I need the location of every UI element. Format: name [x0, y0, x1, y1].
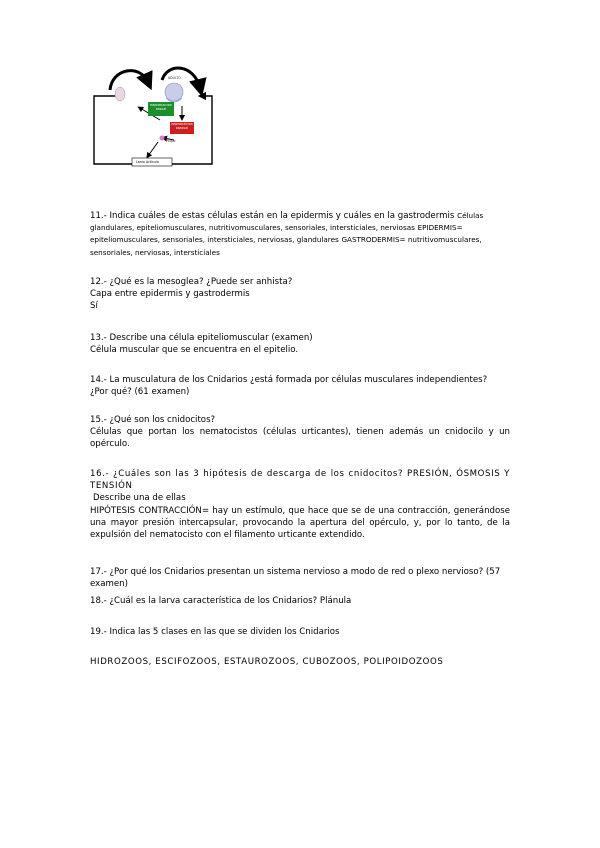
q13-answer: Célula muscular que se encuentra en el epitelio. — [90, 345, 299, 356]
diagram-arrows-graphic — [90, 62, 220, 172]
question-17 — [90, 566, 510, 590]
question-13 — [90, 332, 510, 356]
q14-question-line-1: 14.- La musculatura de los Cnidarios ¿está formada por células musculares independientes? — [90, 375, 488, 385]
q19-question: 19.- Indica las 5 clases en las que se dividen los Cnidarios — [90, 627, 340, 637]
q12-answer-2: Sí — [90, 301, 98, 312]
question-19-answer-block — [90, 656, 510, 668]
q15-answer: Células que portan los nematocistos (células urticantes), tienen además un cnidocilo y un opérculo. — [90, 427, 510, 450]
q15-question: 15.- ¿Qué son los cnidocitos? — [90, 415, 216, 425]
question-12 — [90, 276, 510, 313]
question-18 — [90, 595, 510, 607]
q14-question-line-2: ¿Por qué? (61 examen) — [90, 387, 190, 398]
q11-answer-gastrodermis: GASTRODERMIS= nutritivomusculares, sensoriales, nerviosas, intersticiales — [90, 235, 482, 257]
q16-answer: HIPÓTESIS CONTRACCIÓN= hay un estímulo, que hace que se de una contracción, generándose una mayor presión intercapsular, provocando la apertura del opérculo, y, por lo tanto, de la expulsión del nematocisto con el filamento urticante extendido. — [90, 505, 510, 541]
q17-question: 17.- ¿Por qué los Cnidarios presentan un sistema nervioso a modo de red o plexo nervioso? (57 examen) — [90, 567, 501, 590]
question-14 — [90, 374, 510, 398]
question-15 — [90, 414, 510, 451]
diagram-label-asexual: Reproducción asexual — [171, 123, 193, 130]
diagram-label-polyp: Pólipo — [166, 139, 176, 143]
q18-question: 18.- ¿Cuál es la larva característica de los Cnidarios? Plánula — [90, 596, 352, 606]
diagram-label-larva: Larva Actínula — [136, 160, 159, 164]
question-19 — [90, 626, 510, 638]
life-cycle-diagram — [90, 62, 220, 172]
q16-sub: Describe una de ellas — [93, 493, 186, 504]
q16-question: 16.- ¿Cuáles son las 3 hipótesis de descarga de los cnidocitos? PRESIÓN, ÓSMOSIS Y TENSIÓN — [90, 469, 510, 492]
diagram-label-adult: ADULTO — [168, 76, 181, 80]
q11-options: Células glandulares, epiteliomusculares, nutritivomusculares, sensoriales, intersticiales, nerviosas — [90, 211, 484, 233]
diagram-label-sexual: Reproducción sexual — [150, 104, 172, 111]
question-16 — [90, 468, 510, 541]
question-11 — [90, 210, 510, 259]
q13-question: 13.- Describe una célula epiteliomuscular (examen) — [90, 333, 313, 343]
q11-answer-epidermis: EPIDERMIS= epiteliomusculares, sensoriales, intersticiales, nerviosas, glandulares — [90, 223, 463, 245]
q12-question: 12.- ¿Qué es la mesoglea? ¿Puede ser anhista? — [90, 277, 293, 287]
q11-question: 11.- Indica cuáles de estas células están en la epidermis y cuáles en la gastrodermis — [90, 211, 455, 221]
q12-answer-1: Capa entre epidermis y gastrodermis — [90, 289, 250, 300]
q19-answer: HIDROZOOS, ESCIFOZOOS, ESTAUROZOOS, CUBOZOOS, POLIPOIDOZOOS — [90, 657, 444, 667]
